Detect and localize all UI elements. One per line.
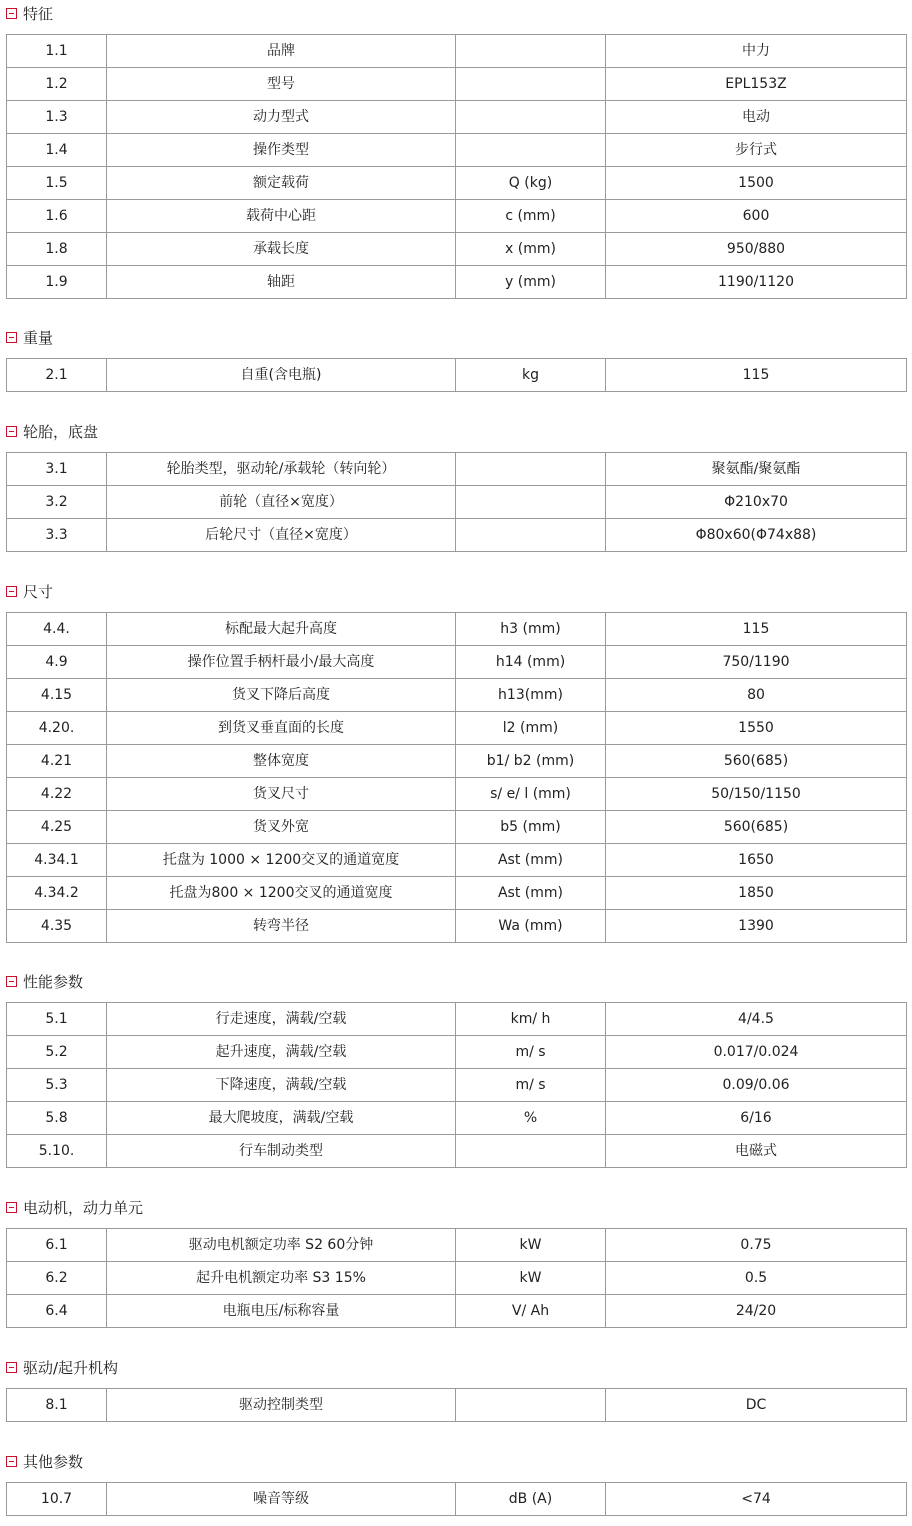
table-row [7, 35, 907, 68]
table-row [7, 134, 907, 167]
item-value: 6/16 [606, 1102, 907, 1135]
item-unit: % [456, 1102, 606, 1135]
table-row [7, 811, 907, 844]
item-name: 起升电机额定功率 S3 15% [107, 1262, 456, 1295]
item-name: 品牌 [107, 35, 456, 68]
item-number: 4.34.2 [7, 877, 107, 910]
item-value: 1850 [606, 877, 907, 910]
section-title: 驱动/起升机构 [23, 1358, 119, 1377]
item-value: Φ80x60(Φ74x88) [606, 519, 907, 552]
item-name: 前轮（直径×宽度） [107, 486, 456, 519]
item-number: 1.9 [7, 266, 107, 299]
section-title: 轮胎，底盘 [23, 422, 99, 441]
item-value: 750/1190 [606, 646, 907, 679]
item-number: 1.5 [7, 167, 107, 200]
item-unit: h13(mm) [456, 679, 606, 712]
spec-table [6, 1482, 907, 1516]
item-value: 600 [606, 200, 907, 233]
item-value: 1500 [606, 167, 907, 200]
table-row [7, 712, 907, 745]
item-unit [456, 68, 606, 101]
item-name: 货叉外宽 [107, 811, 456, 844]
item-number: 4.35 [7, 910, 107, 943]
item-name: 转弯半径 [107, 910, 456, 943]
item-name: 货叉下降后高度 [107, 679, 456, 712]
item-value: 4/4.5 [606, 1003, 907, 1036]
table-row [7, 613, 907, 646]
spec-table [6, 358, 907, 392]
item-name: 电瓶电压/标称容量 [107, 1295, 456, 1328]
item-unit: h14 (mm) [456, 646, 606, 679]
table-row [7, 877, 907, 910]
table-row [7, 844, 907, 877]
item-value: 1550 [606, 712, 907, 745]
collapse-icon[interactable] [6, 976, 17, 987]
section-header[interactable] [6, 1194, 143, 1220]
item-unit: Q (kg) [456, 167, 606, 200]
item-number: 5.2 [7, 1036, 107, 1069]
item-value: 560(685) [606, 745, 907, 778]
item-name: 后轮尺寸（直径×宽度） [107, 519, 456, 552]
item-unit: b1/ b2 (mm) [456, 745, 606, 778]
table-row [7, 1003, 907, 1036]
table-row [7, 1389, 907, 1422]
table-row [7, 1229, 907, 1262]
item-number: 6.1 [7, 1229, 107, 1262]
table-row [7, 68, 907, 101]
item-value: 0.09/0.06 [606, 1069, 907, 1102]
spec-table [6, 452, 907, 552]
collapse-icon[interactable] [6, 332, 17, 343]
spec-table [6, 1002, 907, 1168]
section-header[interactable] [6, 1354, 118, 1380]
item-name: 标配最大起升高度 [107, 613, 456, 646]
item-number: 4.25 [7, 811, 107, 844]
table-row [7, 1483, 907, 1516]
section-header[interactable] [6, 0, 53, 26]
item-number: 4.21 [7, 745, 107, 778]
table-row [7, 519, 907, 552]
table-row [7, 778, 907, 811]
item-name: 到货叉垂直面的长度 [107, 712, 456, 745]
item-unit: kW [456, 1229, 606, 1262]
item-number: 4.20. [7, 712, 107, 745]
item-name: 噪音等级 [107, 1483, 456, 1516]
collapse-icon[interactable] [6, 1456, 17, 1467]
table-row [7, 101, 907, 134]
item-name: 下降速度，满载/空载 [107, 1069, 456, 1102]
item-value: 50/150/1150 [606, 778, 907, 811]
spec-table [6, 1388, 907, 1422]
table-row [7, 910, 907, 943]
item-name: 额定载荷 [107, 167, 456, 200]
item-number: 4.9 [7, 646, 107, 679]
item-name: 驱动控制类型 [107, 1389, 456, 1422]
item-name: 轮胎类型，驱动轮/承载轮（转向轮） [107, 453, 456, 486]
spec-table [6, 612, 907, 943]
item-value: 560(685) [606, 811, 907, 844]
collapse-icon[interactable] [6, 8, 17, 19]
item-number: 1.4 [7, 134, 107, 167]
item-name: 托盘为800 × 1200交叉的通道宽度 [107, 877, 456, 910]
item-unit: c (mm) [456, 200, 606, 233]
item-name: 自重(含电瓶) [107, 359, 456, 392]
spec-table [6, 1228, 907, 1328]
item-value: DC [606, 1389, 907, 1422]
item-name: 托盘为 1000 × 1200交叉的通道宽度 [107, 844, 456, 877]
item-unit: h3 (mm) [456, 613, 606, 646]
spec-table [6, 34, 907, 299]
item-number: 1.2 [7, 68, 107, 101]
item-unit: s/ e/ l (mm) [456, 778, 606, 811]
item-number: 3.3 [7, 519, 107, 552]
item-value: 115 [606, 359, 907, 392]
section-header[interactable] [6, 578, 53, 604]
item-name: 承载长度 [107, 233, 456, 266]
section-header[interactable] [6, 418, 98, 444]
item-unit: Ast (mm) [456, 877, 606, 910]
item-value: 中力 [606, 35, 907, 68]
item-unit [456, 134, 606, 167]
item-number: 6.2 [7, 1262, 107, 1295]
item-value: Φ210x70 [606, 486, 907, 519]
item-unit: y (mm) [456, 266, 606, 299]
section-header[interactable] [6, 968, 83, 994]
item-number: 4.15 [7, 679, 107, 712]
section-title: 其他参数 [23, 1452, 84, 1471]
item-name: 行走速度，满载/空载 [107, 1003, 456, 1036]
section-title: 电动机，动力单元 [23, 1198, 144, 1217]
item-name: 型号 [107, 68, 456, 101]
item-number: 5.1 [7, 1003, 107, 1036]
item-unit: dB (A) [456, 1483, 606, 1516]
item-number: 8.1 [7, 1389, 107, 1422]
table-row [7, 266, 907, 299]
item-name: 操作位置手柄杆最小/最大高度 [107, 646, 456, 679]
item-unit: kW [456, 1262, 606, 1295]
table-row [7, 359, 907, 392]
item-number: 5.3 [7, 1069, 107, 1102]
item-value: 1390 [606, 910, 907, 943]
item-value: 电磁式 [606, 1135, 907, 1168]
table-row [7, 1036, 907, 1069]
item-number: 1.3 [7, 101, 107, 134]
item-unit: m/ s [456, 1069, 606, 1102]
table-row [7, 646, 907, 679]
item-unit: m/ s [456, 1036, 606, 1069]
item-unit: Ast (mm) [456, 844, 606, 877]
item-name: 动力型式 [107, 101, 456, 134]
item-name: 驱动电机额定功率 S2 60分钟 [107, 1229, 456, 1262]
table-row [7, 1102, 907, 1135]
item-unit [456, 1389, 606, 1422]
table-row [7, 1262, 907, 1295]
item-value: 80 [606, 679, 907, 712]
collapse-icon[interactable] [6, 586, 17, 597]
item-value: 聚氨酯/聚氨酯 [606, 453, 907, 486]
item-number: 4.22 [7, 778, 107, 811]
item-value: 0.5 [606, 1262, 907, 1295]
item-unit: km/ h [456, 1003, 606, 1036]
item-unit: Wa (mm) [456, 910, 606, 943]
item-number: 6.4 [7, 1295, 107, 1328]
item-name: 起升速度，满载/空载 [107, 1036, 456, 1069]
item-value: 步行式 [606, 134, 907, 167]
item-value: 24/20 [606, 1295, 907, 1328]
collapse-icon[interactable] [6, 426, 17, 437]
item-unit [456, 1135, 606, 1168]
item-number: 4.4. [7, 613, 107, 646]
item-unit [456, 35, 606, 68]
item-unit [456, 486, 606, 519]
item-unit [456, 101, 606, 134]
table-row [7, 1069, 907, 1102]
section-title: 特征 [23, 4, 54, 23]
collapse-icon[interactable] [6, 1202, 17, 1213]
item-value: <74 [606, 1483, 907, 1516]
item-number: 5.8 [7, 1102, 107, 1135]
table-row [7, 486, 907, 519]
item-unit [456, 519, 606, 552]
section-title: 性能参数 [23, 972, 84, 991]
table-row [7, 167, 907, 200]
item-name: 货叉尺寸 [107, 778, 456, 811]
item-number: 10.7 [7, 1483, 107, 1516]
table-row [7, 679, 907, 712]
item-number: 1.6 [7, 200, 107, 233]
item-number: 3.1 [7, 453, 107, 486]
item-unit: l2 (mm) [456, 712, 606, 745]
item-unit: x (mm) [456, 233, 606, 266]
section-header[interactable] [6, 324, 53, 350]
section-title: 重量 [23, 328, 54, 347]
table-row [7, 200, 907, 233]
item-value: 1650 [606, 844, 907, 877]
table-row [7, 1295, 907, 1328]
item-value: 0.75 [606, 1229, 907, 1262]
item-name: 操作类型 [107, 134, 456, 167]
item-name: 载荷中心距 [107, 200, 456, 233]
item-number: 5.10. [7, 1135, 107, 1168]
section-title: 尺寸 [23, 582, 54, 601]
item-value: 950/880 [606, 233, 907, 266]
item-number: 1.1 [7, 35, 107, 68]
table-row [7, 745, 907, 778]
item-unit [456, 453, 606, 486]
item-name: 行车制动类型 [107, 1135, 456, 1168]
item-value: 115 [606, 613, 907, 646]
item-name: 轴距 [107, 266, 456, 299]
item-unit: kg [456, 359, 606, 392]
item-number: 4.34.1 [7, 844, 107, 877]
table-row [7, 453, 907, 486]
table-row [7, 1135, 907, 1168]
item-unit: V/ Ah [456, 1295, 606, 1328]
item-name: 整体宽度 [107, 745, 456, 778]
table-row [7, 233, 907, 266]
item-number: 2.1 [7, 359, 107, 392]
item-number: 3.2 [7, 486, 107, 519]
item-value: EPL153Z [606, 68, 907, 101]
item-name: 最大爬坡度，满载/空载 [107, 1102, 456, 1135]
item-value: 1190/1120 [606, 266, 907, 299]
section-header[interactable] [6, 1448, 83, 1474]
item-value: 0.017/0.024 [606, 1036, 907, 1069]
item-value: 电动 [606, 101, 907, 134]
item-unit: b5 (mm) [456, 811, 606, 844]
item-number: 1.8 [7, 233, 107, 266]
collapse-icon[interactable] [6, 1362, 17, 1373]
